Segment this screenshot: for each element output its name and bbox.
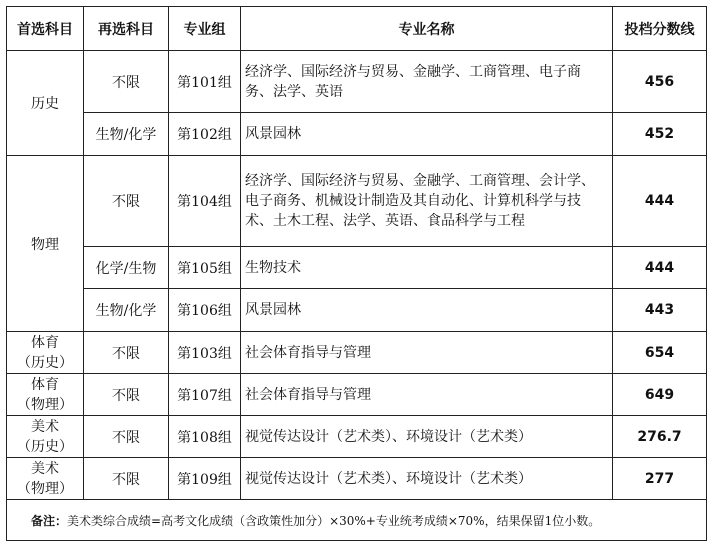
note-cell [7,500,707,541]
majors-cell: 经济学、国际经济与贸易、金融学、工商管理、会计学、电子商务、机械设计制造及其自动化、计算机科学与技术、土木工程、法学、英语、食品科学与工程 [241,156,613,247]
score-cell: 456 [613,51,707,113]
table-row [7,113,707,156]
header-first-subject: 首选科目 [7,7,84,51]
first-subject-line: （物理） [17,480,73,497]
score-cell: 444 [613,247,707,289]
group-cell: 第101组 [169,51,241,113]
table-row [7,156,707,247]
first-subject-cell [7,416,84,458]
group-cell: 第105组 [169,247,241,289]
table-row [7,374,707,416]
second-subject-cell: 化学/生物 [84,247,169,289]
score-cell: 444 [613,156,707,247]
score-cell: 443 [613,289,707,332]
score-cell: 276.7 [613,416,707,458]
score-cell: 654 [613,332,707,374]
majors-cell: 视觉传达设计（艺术类）、环境设计（艺术类） [241,416,613,458]
group-cell: 第102组 [169,113,241,156]
group-cell: 第108组 [169,416,241,458]
first-subject-line: 美术 [31,460,59,477]
header-row [7,7,707,51]
note-text: 美术类综合成绩=高考文化成绩（含政策性加分）×30%+专业统考成绩×70%，结果保留1位小数。 [67,513,601,528]
majors-cell: 社会体育指导与管理 [241,374,613,416]
second-subject-cell: 不限 [84,374,169,416]
score-cell: 277 [613,458,707,500]
note-row [7,500,707,541]
second-subject-cell: 不限 [84,458,169,500]
second-subject-cell: 生物/化学 [84,113,169,156]
first-subject-cell: 物理 [7,156,84,332]
header-second-subject: 再选科目 [84,7,169,51]
first-subject-line: （物理） [17,396,73,413]
first-subject-line: 体育 [31,376,59,393]
group-cell: 第106组 [169,289,241,332]
majors-cell: 风景园林 [241,113,613,156]
majors-cell: 生物技术 [241,247,613,289]
group-cell: 第109组 [169,458,241,500]
group-cell: 第107组 [169,374,241,416]
header-major-names: 专业名称 [241,7,613,51]
second-subject-cell: 不限 [84,51,169,113]
first-subject-cell: 历史 [7,51,84,156]
group-cell: 第104组 [169,156,241,247]
majors-cell: 视觉传达设计（艺术类）、环境设计（艺术类） [241,458,613,500]
second-subject-cell: 不限 [84,332,169,374]
first-subject-cell [7,332,84,374]
score-cell: 649 [613,374,707,416]
second-subject-cell: 不限 [84,156,169,247]
table-row [7,289,707,332]
first-subject-cell [7,458,84,500]
majors-cell: 风景园林 [241,289,613,332]
group-cell: 第103组 [169,332,241,374]
header-cutoff-score: 投档分数线 [613,7,707,51]
first-subject-line: 体育 [31,334,59,351]
second-subject-cell: 生物/化学 [84,289,169,332]
majors-cell: 社会体育指导与管理 [241,332,613,374]
admission-score-table [6,6,707,541]
first-subject-line: （历史） [17,354,73,371]
table-row [7,51,707,113]
note-label: 备注： [31,513,68,528]
first-subject-line: 美术 [31,418,59,435]
first-subject-cell [7,374,84,416]
table-row [7,458,707,500]
table-row [7,416,707,458]
header-major-group: 专业组 [169,7,241,51]
table-row [7,247,707,289]
table-row [7,332,707,374]
first-subject-line: （历史） [17,438,73,455]
second-subject-cell: 不限 [84,416,169,458]
score-cell: 452 [613,113,707,156]
majors-cell: 经济学、国际经济与贸易、金融学、工商管理、电子商务、法学、英语 [241,51,613,113]
